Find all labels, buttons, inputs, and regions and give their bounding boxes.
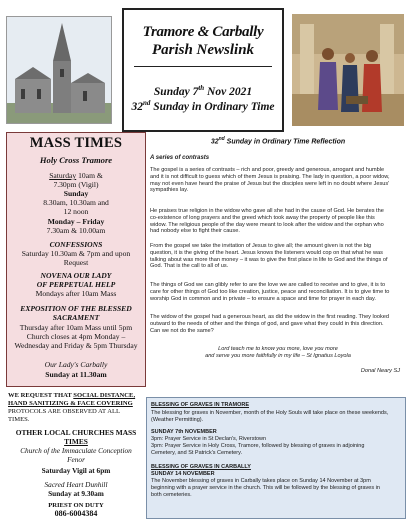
- protocol-notice-2: HAND SANITIZING & FACE COVERING: [8, 400, 133, 407]
- reflection-paragraph-1: The gospel is a series of contrasts – rich and poor, greedy and generous, arrogant and humble and it is not difficult to guess which of them Jesus is praising. The lady in question, a poor widow, may not even have heard the praise of Jesus but the disciples were left in no doubt where Jesus' sympathies lay.: [150, 167, 390, 194]
- reflection-paragraph-3: From the gospel we take the invitation of Jesus to give all; the amount given is not the big question, it is the giving of the heart. Jesus knows the listeners would cop on that what he was talking about was more than money – it was to give the first place in life to God and the things of God. That is the call to all of us.: [150, 243, 388, 270]
- other-churches-heading: OTHER LOCAL CHURCHES MASS: [15, 428, 137, 437]
- liturgical-sunday: 32nd Sunday in Ordinary Time: [131, 99, 275, 113]
- protocol-notice-4: TIMES.: [8, 416, 30, 423]
- dunhill-church: Sacred Heart Dunhill: [44, 480, 108, 489]
- church-photo: [6, 16, 112, 124]
- mass-times-panel: [6, 132, 146, 387]
- carbally-blessing-date: SUNDAY 14 NOVEMBER: [151, 471, 215, 477]
- newsletter-name: Parish Newslink: [151, 42, 255, 58]
- fenor-time: Saturday Vigil at 6pm: [41, 466, 111, 475]
- church-heading: Holy Cross Tramore: [39, 155, 113, 165]
- tramore-blessing-date: SUNDAY 7th NOVEMBER: [151, 429, 217, 435]
- exposition-text-2: Church closes at 4pm Monday –: [26, 332, 126, 341]
- mass-times-heading: MASS TIMES: [29, 135, 123, 151]
- exposition-heading: EXPOSITION OF THE BLESSED: [20, 304, 132, 313]
- carbally-blessing-text-3: both cemeteries.: [151, 492, 192, 498]
- sunday-noon: 12 noon: [63, 207, 89, 216]
- blessing-of-graves-panel: [146, 397, 406, 519]
- carbally-time: Sunday at 11.30am: [45, 370, 107, 379]
- carbally-blessing-heading: BLESSING OF GRAVES IN CARBALLY: [151, 464, 251, 470]
- tramore-blessing-heading: BLESSING OF GRAVES IN TRAMORE: [151, 402, 249, 408]
- fenor-church-2: Fenor: [67, 455, 85, 464]
- novena-heading: NOVENA OUR LADY: [40, 271, 112, 280]
- confessions-text-2: Request: [63, 258, 89, 267]
- tramore-blessing-text: The blessing for graves in November, month of the Holy Souls will take place on these weekends,: [151, 410, 389, 416]
- sunday-times: 8.30am, 10.30am and: [43, 198, 109, 207]
- reflection-subheading: A series of contrasts: [150, 155, 210, 161]
- exposition-heading-2: SACRAMENT: [52, 313, 100, 322]
- confessions-heading: CONFESSIONS: [49, 240, 103, 249]
- protocol-notice-3: PROTOCOLS ARE OBSERVED AT ALL: [8, 408, 121, 415]
- saturday-times: Saturday 10am &: [49, 171, 103, 180]
- weekday-times: 7.30am & 10.00am: [46, 226, 106, 235]
- other-churches-heading-2: TIMES: [64, 437, 88, 446]
- carbally-blessing-text: The November blessing of graves in Carbally takes place on Sunday 14 November at 3pm: [151, 478, 371, 484]
- saturday-vigil: 7.30pm (Vigil): [53, 180, 99, 189]
- holy-cross-service: 3pm: Prayer Service in Holy Cross, Tramore, followed by blessing of graves in adjoining: [151, 443, 365, 449]
- priest-on-duty-label: PRIEST ON DUTY: [48, 502, 104, 509]
- holy-cross-service-2: Cemetery, and St Patrick's Cemetery.: [151, 450, 243, 456]
- title-divider: [134, 66, 272, 67]
- carbally-church: Our Lady's Carbally: [44, 360, 108, 369]
- exposition-text-3: Wednesday and Friday & 5pm Thursday: [14, 341, 138, 350]
- tramore-blessing-text-2: (Weather Permitting).: [151, 417, 204, 423]
- confessions-text: Saturday 10.30am & 7pm and upon: [21, 249, 131, 258]
- carbally-blessing-text-2: beginning with a prayer service in the church. This will be followed by the blessing of graves in: [151, 485, 380, 491]
- newsletter-title-box: [122, 8, 284, 132]
- priest-phone: 086-6004384: [54, 509, 98, 518]
- novena-text: Mondays after 10am Mass: [35, 289, 117, 298]
- weekday-label: Monday – Friday: [47, 217, 105, 226]
- dunhill-time: Sunday at 9.30am: [48, 489, 104, 498]
- reflection-paragraph-2: He praises true religion in the widow who gave all she had in the cause of God. He berates the co-existence of long prayers and the greed which took away the property of people like this widow. The religious people of the day were meant to look after the widow and the orphan who had nobody else to fight their cause.: [150, 208, 384, 235]
- exposition-text: Thursday after 10am Mass until 5pm: [19, 323, 133, 332]
- issue-date: Sunday 7th Nov 2021: [153, 84, 253, 98]
- novena-heading-2: OF PERPETUAL HELP: [36, 280, 116, 289]
- reflection-paragraph-4: The things of God we can glibly refer to are the love we are called to receive and to give, it is to care for other things of God too like creation, justice, peace and reconciliation. It is to give time to worship God in common and in private – to ensure a space and time for prayer in each day.: [150, 282, 390, 302]
- notices-panel: [6, 389, 146, 519]
- reflection-heading: 32nd Sunday in Ordinary Time Reflection: [210, 136, 346, 146]
- reflection-prayer: Lord teach me to know you more, love you more and serve you more faithfully in my life – St Ignatius Loyola: [205, 346, 351, 359]
- parish-name: Tramore & Carbally: [142, 24, 264, 40]
- riverstown-service: 3pm: Prayer Service in St Declan's, Riverstown: [151, 436, 267, 442]
- reflection-paragraph-5: The widow of the gospel had a generous heart, as did the widow in the first reading. They looked outward to the needs of other and the things of god, and gave what they could in this direction. Can we not do the same?: [150, 314, 390, 334]
- sunday-label: Sunday: [63, 189, 89, 198]
- reflection-author: Donal Neary SJ: [360, 368, 400, 374]
- gospel-painting: [292, 14, 404, 126]
- fenor-church: Church of the Immaculate Conception: [20, 446, 132, 455]
- protocol-notice: WE REQUEST THAT SOCIAL DISTANCE,: [8, 392, 136, 399]
